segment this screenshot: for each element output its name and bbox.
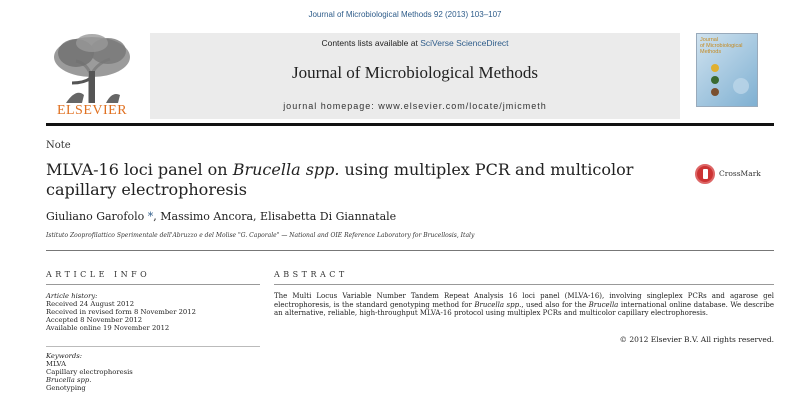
history-item: Received in revised form 8 November 2012 (46, 308, 196, 316)
abstract-italic: Brucella spp. (474, 300, 522, 309)
abstract-rule (274, 284, 774, 285)
article-info-heading: ARTICLE INFO (46, 270, 151, 279)
author-affiliation: Istituto Zooprofilattico Sperimentale dell'Abruzzo e del Molise "G. Caporale" — National and OIE Reference Laboratory for Brucellosis, Italy (46, 232, 475, 239)
cover-dot (711, 88, 719, 96)
article-history (46, 292, 260, 332)
cover-dot (711, 76, 719, 84)
abstract-part: international online database. We describe an alternative, reliable, high-throughput MLVA-16 protocol using multiplex PCRs and multicolor capillary electrophoresis. (274, 300, 775, 317)
cover-title-line: Methods (700, 49, 722, 55)
keyword-item: MLVA (46, 360, 67, 368)
cover-bubble (733, 78, 749, 94)
journal-header (46, 33, 774, 119)
contents-line (150, 38, 680, 48)
cover-title (700, 37, 743, 55)
crossmark-label: CrossMark (719, 169, 761, 178)
sciencedirect-link[interactable]: SciVerse ScienceDirect (420, 38, 509, 48)
journal-homepage[interactable]: journal homepage: www.elsevier.com/locate/jmicmeth (283, 101, 547, 111)
elsevier-wordmark: ELSEVIER (56, 103, 128, 118)
author-list (46, 210, 396, 223)
contents-prefix: Contents lists available at (321, 38, 421, 48)
keywords-block (46, 352, 260, 392)
title-text: MLVA-16 loci panel on (46, 160, 233, 179)
copyright-notice: © 2012 Elsevier B.V. All rights reserved. (619, 335, 774, 344)
corresponding-author-star[interactable]: * (147, 210, 154, 223)
history-label: Article history: (46, 292, 98, 300)
abstract-heading: ABSTRACT (274, 270, 348, 279)
history-item: Received 24 August 2012 (46, 300, 135, 308)
cover-dot (711, 64, 719, 72)
section-rule (46, 250, 774, 251)
cover-title-line: Journal (700, 37, 719, 43)
article-title (46, 160, 666, 200)
article-type: Note (46, 140, 71, 151)
abstract-italic: Brucella (588, 300, 619, 309)
keywords-rule (46, 346, 260, 347)
journal-citation: Journal of Microbiological Methods 92 (2013) 103–107 (308, 10, 502, 19)
header-rule (46, 123, 774, 126)
article-info-rule (46, 284, 260, 285)
journal-name: Journal of Microbiological Methods (292, 63, 538, 82)
keywords-label: Keywords: (46, 352, 83, 360)
keyword-item: Capillary electrophoresis (46, 368, 133, 376)
crossmark-badge[interactable] (695, 164, 785, 186)
journal-masthead (150, 33, 680, 119)
title-italic: Brucella spp. (232, 160, 340, 179)
author-rest: , Massimo Ancora, Elisabetta Di Giannatale (153, 210, 397, 223)
journal-cover-thumbnail[interactable] (696, 33, 758, 107)
title-text-rest: using multiplex PCR and multicolor capillary electrophoresis (46, 160, 634, 199)
abstract-part: The Multi Locus Variable Number Tandem Repeat Analysis 16 loci panel (MLVA-16), involving singleplex PCRs and agarose gel electrophoresis, is the standard genotyping method for (274, 292, 774, 309)
elsevier-logo[interactable] (46, 33, 138, 119)
history-item: Available online 19 November 2012 (46, 324, 170, 332)
abstract-part: , used also for the (521, 300, 589, 309)
keyword-item: Genotyping (46, 384, 86, 392)
cover-title-line: of Microbiological (700, 43, 743, 49)
history-item: Accepted 8 November 2012 (46, 316, 143, 324)
elsevier-tree-icon (46, 33, 138, 103)
abstract-text (274, 292, 774, 318)
crossmark-icon (695, 164, 715, 184)
author-first[interactable]: Giuliano Garofolo (46, 210, 145, 223)
keyword-item: Brucella spp. (46, 376, 92, 384)
